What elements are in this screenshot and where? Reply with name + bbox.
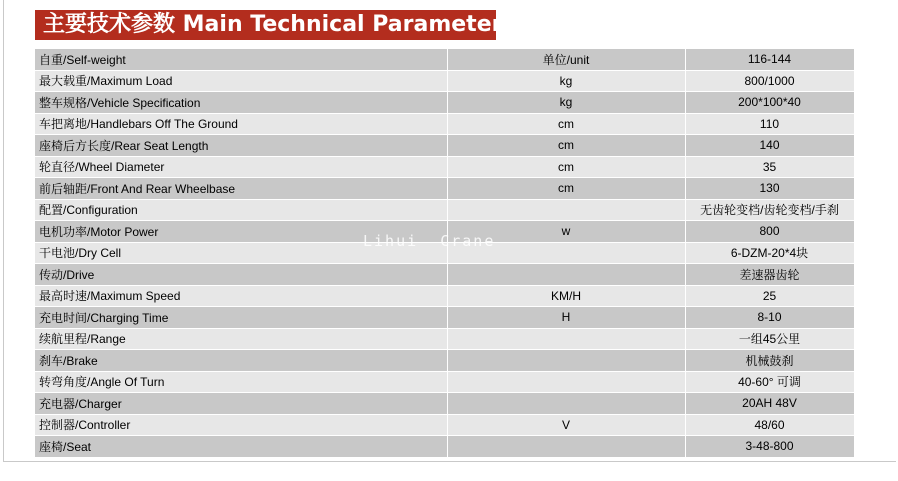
param-name: 干电池/Dry Cell (35, 242, 447, 264)
param-value: 200*100*40 (685, 92, 854, 114)
table-row (35, 49, 854, 70)
param-name: 轮直径/Wheel Diameter (35, 156, 447, 178)
param-value: 35 (685, 156, 854, 178)
param-unit: kg (447, 92, 685, 114)
param-unit (447, 350, 685, 372)
param-name: 转弯角度/Angle Of Turn (35, 371, 447, 393)
param-name: 充电器/Charger (35, 393, 447, 415)
param-unit (447, 328, 685, 350)
param-value: 25 (685, 285, 854, 307)
table-row (35, 393, 854, 415)
param-value: 3-48-800 (685, 436, 854, 458)
table-row (35, 199, 854, 221)
param-name: 车把离地/Handlebars Off The Ground (35, 113, 447, 135)
table-row (35, 350, 854, 372)
title-banner: 主要技术参数 Main Technical Parameters (35, 10, 496, 40)
param-value: 800/1000 (685, 70, 854, 92)
param-unit: V (447, 414, 685, 436)
table-row (35, 307, 854, 329)
param-value: 8-10 (685, 307, 854, 329)
param-unit: cm (447, 113, 685, 135)
param-name: 自重/Self-weight (35, 49, 447, 70)
param-unit (447, 199, 685, 221)
param-name: 传动/Drive (35, 264, 447, 286)
param-value: 20AH 48V (685, 393, 854, 415)
param-unit: w (447, 221, 685, 243)
param-name: 座椅/Seat (35, 436, 447, 458)
param-value: 110 (685, 113, 854, 135)
param-name: 电机功率/Motor Power (35, 221, 447, 243)
page-border-bottom (3, 461, 896, 462)
param-name: 刹车/Brake (35, 350, 447, 372)
watermark-text: Lihui Crane (363, 232, 496, 250)
param-unit: cm (447, 156, 685, 178)
table-row (35, 285, 854, 307)
param-value: 800 (685, 221, 854, 243)
param-value: 40-60° 可调 (685, 371, 854, 393)
param-name: 座椅后方长度/Rear Seat Length (35, 135, 447, 157)
param-value: 一组45公里 (685, 328, 854, 350)
param-value: 机械鼓刹 (685, 350, 854, 372)
table-row (35, 135, 854, 157)
param-unit (447, 393, 685, 415)
spec-table (35, 49, 854, 458)
param-name: 前后轴距/Front And Rear Wheelbase (35, 178, 447, 200)
page-border-left (3, 0, 4, 462)
param-unit: KM/H (447, 285, 685, 307)
param-unit: cm (447, 135, 685, 157)
table-row (35, 436, 854, 458)
param-unit (447, 264, 685, 286)
param-value: 6-DZM-20*4块 (685, 242, 854, 264)
table-row (35, 414, 854, 436)
param-unit: H (447, 307, 685, 329)
param-name: 最高时速/Maximum Speed (35, 285, 447, 307)
param-value: 无齿轮变档/齿轮变档/手刹 (685, 199, 854, 221)
param-name: 控制器/Controller (35, 414, 447, 436)
param-value: 140 (685, 135, 854, 157)
param-name: 配置/Configuration (35, 199, 447, 221)
param-value: 差速器齿轮 (685, 264, 854, 286)
param-unit (447, 436, 685, 458)
param-unit: 单位/unit (447, 49, 685, 70)
param-value: 48/60 (685, 414, 854, 436)
table-row (35, 156, 854, 178)
table-row (35, 113, 854, 135)
param-unit: cm (447, 178, 685, 200)
table-row (35, 178, 854, 200)
table-row (35, 70, 854, 92)
param-name: 续航里程/Range (35, 328, 447, 350)
param-unit (447, 371, 685, 393)
table-row (35, 328, 854, 350)
param-value: 116-144 (685, 49, 854, 70)
param-name: 最大载重/Maximum Load (35, 70, 447, 92)
table-row (35, 371, 854, 393)
table-row (35, 264, 854, 286)
table-row (35, 92, 854, 114)
param-name: 充电时间/Charging Time (35, 307, 447, 329)
param-name: 整车规格/Vehicle Specification (35, 92, 447, 114)
param-unit: kg (447, 70, 685, 92)
param-value: 130 (685, 178, 854, 200)
